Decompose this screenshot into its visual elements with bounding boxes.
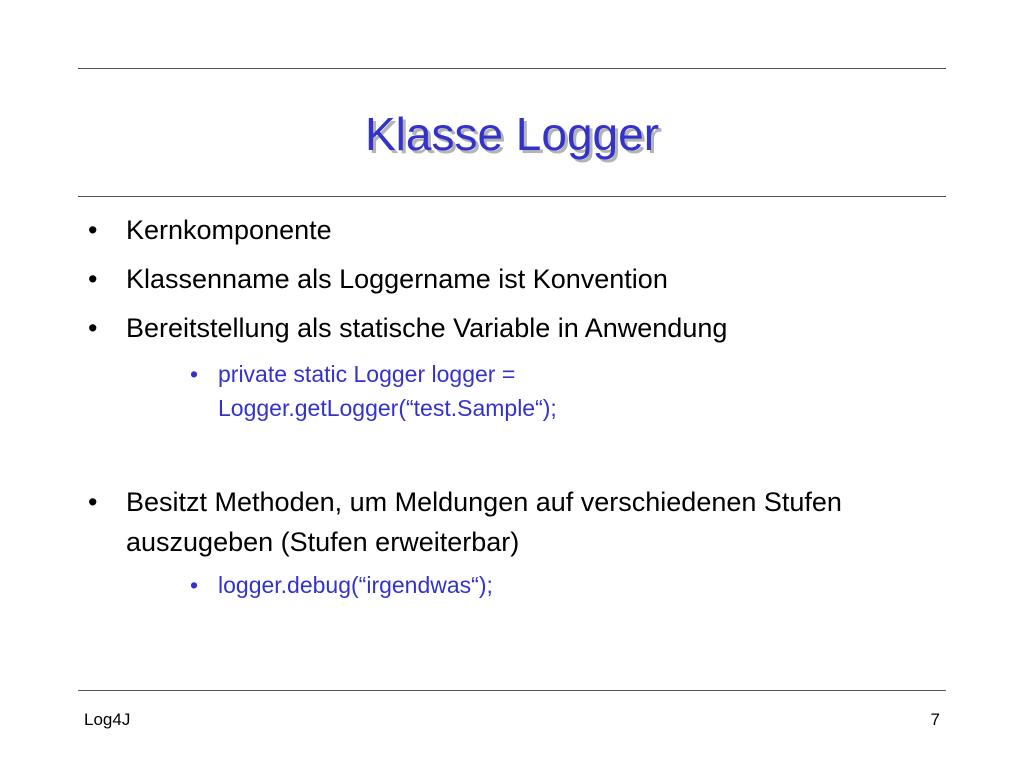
bullet-item xyxy=(88,308,888,348)
sub-bullet-item xyxy=(190,568,750,602)
sub-bullet-icon: • xyxy=(190,572,199,598)
sub-bullet-icon: • xyxy=(190,361,199,387)
sub-bullet-item xyxy=(190,357,750,425)
footer-label: Log4J xyxy=(84,710,131,729)
footer-divider xyxy=(78,690,946,691)
bullet-item xyxy=(88,482,888,562)
code-snippet-text: logger.debug(“irgendwas“); xyxy=(218,572,493,598)
bullet-icon: • xyxy=(88,313,98,343)
bullet-text: Bereitstellung als statische Variable in Anwendung xyxy=(126,313,728,343)
code-snippet-text: private static Logger logger = Logger.getLogger(“test.Sample“); xyxy=(218,361,557,421)
bullet-item xyxy=(88,210,888,250)
bullet-icon: • xyxy=(88,264,98,294)
bullet-icon: • xyxy=(88,215,98,245)
bullet-icon: • xyxy=(88,487,98,517)
slide-title: Klasse Logger xyxy=(364,108,660,160)
bullet-item xyxy=(88,259,888,299)
bullet-text: Kernkomponente xyxy=(126,215,332,245)
bullet-text: Besitzt Methoden, um Meldungen auf verschiedenen Stufen auszugeben (Stufen erweiterbar) xyxy=(126,487,842,557)
bullet-text: Klassenname als Loggername ist Konvention xyxy=(126,264,668,294)
page-number: 7 xyxy=(930,710,940,729)
